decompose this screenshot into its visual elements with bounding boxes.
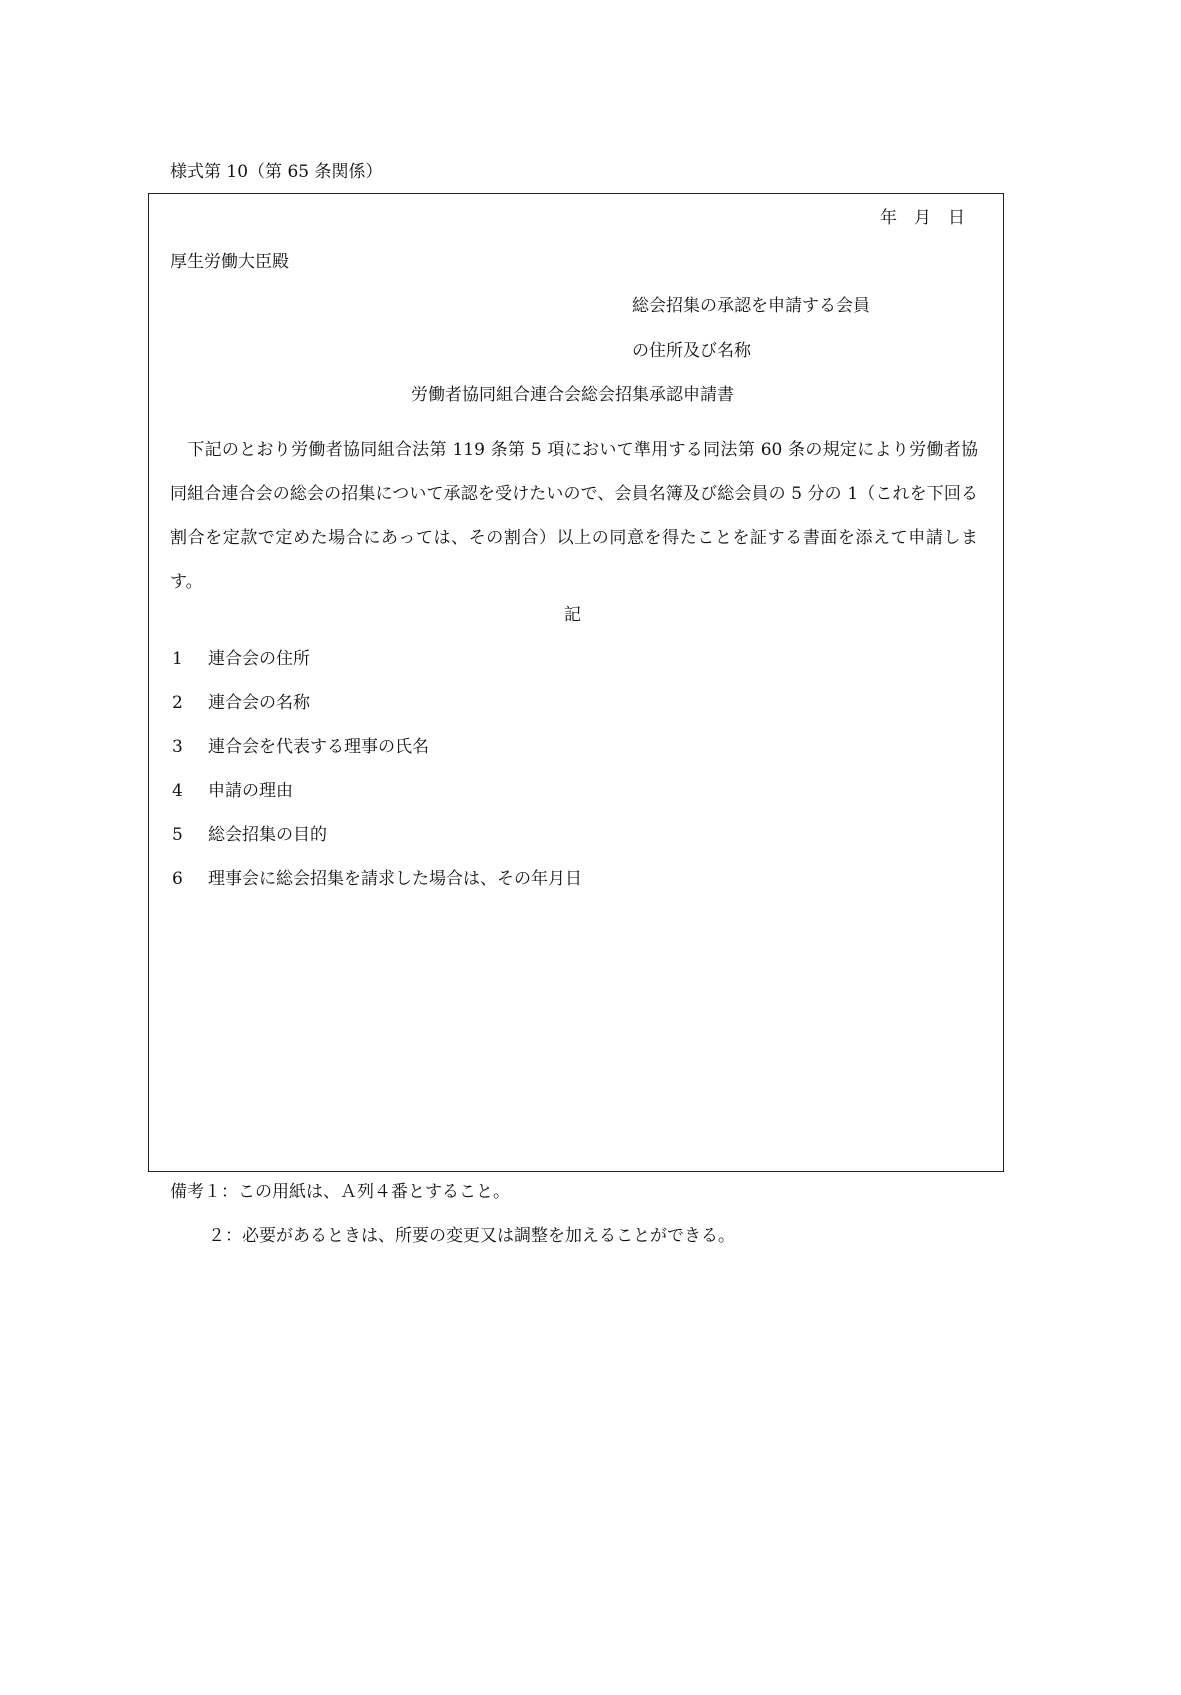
list-item xyxy=(172,868,582,890)
list-item xyxy=(172,780,293,802)
item-label: 連合会の名称 xyxy=(208,693,310,713)
note-2: ２：必要があるときは、所要の変更又は調整を加えることができる。 xyxy=(208,1226,735,1246)
list-item xyxy=(172,648,310,670)
applicant-label-line1: 総会招集の承認を申請する会員 xyxy=(632,296,870,316)
item-label: 申請の理由 xyxy=(208,781,293,801)
item-label: 総会招集の目的 xyxy=(208,825,327,845)
date-line: 年 月 日 xyxy=(880,208,965,228)
item-number: 3 xyxy=(172,737,183,757)
item-number: 4 xyxy=(172,781,183,801)
list-item xyxy=(172,736,429,758)
record-heading: 記 xyxy=(564,605,581,625)
item-number: 1 xyxy=(172,649,183,669)
item-number: 2 xyxy=(172,693,183,713)
item-number: 6 xyxy=(172,869,183,889)
note-1: 備考１：この用紙は、Ａ列４番とすること。 xyxy=(170,1182,510,1202)
item-label: 連合会を代表する理事の氏名 xyxy=(208,737,429,757)
body-paragraph xyxy=(170,428,978,604)
document-title: 労働者協同組合連合会総会招集承認申請書 xyxy=(411,385,734,405)
addressee: 厚生労働大臣殿 xyxy=(170,252,289,272)
item-label: 理事会に総会招集を請求した場合は、その年月日 xyxy=(208,869,582,889)
body-text: 下記のとおり労働者協同組合法第 119 条第 5 項において準用する同法第 60 条の規定により労働者協同組合連合会の総会の招集について承認を受けたいので、会員名簿及び総会員の 5 分の 1（これを下回る割合を定款で定めた場合にあっては、その割合）以上の同意を得たことを証する書面を添えて申請します。 xyxy=(170,440,979,592)
applicant-label-line2: の住所及び名称 xyxy=(632,341,751,361)
list-item xyxy=(172,824,327,846)
form-frame xyxy=(148,193,1004,1172)
item-number: 5 xyxy=(172,825,183,845)
list-item xyxy=(172,692,310,714)
form-number-header: 様式第 10（第 65 条関係） xyxy=(170,162,383,182)
item-label: 連合会の住所 xyxy=(208,649,310,669)
